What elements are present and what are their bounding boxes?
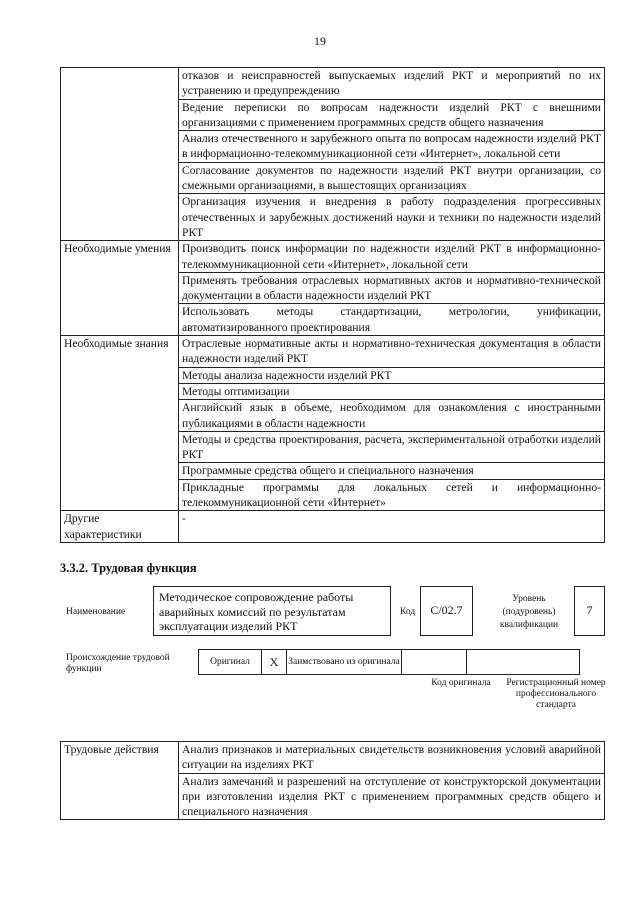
origin-label: Происхождение трудовой функции <box>66 653 170 674</box>
table-row <box>61 336 605 368</box>
row-text: отказов и неисправностей выпускаемых изделий РКТ и мероприятий по их устранению и предупреждению <box>179 68 605 100</box>
row-label: Необходимые умения <box>61 241 179 336</box>
competency-table <box>60 67 605 543</box>
row-label: Другие характеристики <box>61 511 179 543</box>
row-label: Необходимые знания <box>61 336 179 511</box>
row-text: Прикладные программы для локальных сетей и информационно-телекоммуникационной сети «Интернет» <box>179 479 605 511</box>
name-label: Наименование <box>66 607 126 617</box>
code-label: Код <box>400 607 416 617</box>
row-text: Анализ замечаний и разрешений на отступление от конструкторской документации при изготовлении изделия РКТ с применением программных средств общего и специального назначения <box>179 773 605 820</box>
original-mark: X <box>262 650 287 675</box>
reg-number-label: Регистрационный номер профессионального стандарта <box>506 678 606 710</box>
qualification-level-field: 7 <box>574 586 605 636</box>
row-text: Согласование документов по надежности изделий РКТ внутри организации, со смежными организациями, в вышестоящих организациях <box>179 162 605 194</box>
table-row <box>61 511 605 543</box>
row-text: Отраслевые нормативные акты и нормативно-техническая документация в области надежности изделий РКТ <box>179 336 605 368</box>
function-name-field: Методическое сопровождение работы аварийных комиссий по результатам эксплуатации изделий РКТ <box>153 586 391 636</box>
origin-table <box>198 649 580 675</box>
labor-actions-table <box>60 741 605 820</box>
row-label: Трудовые действия <box>61 742 179 820</box>
code-original-label: Код оригинала <box>431 678 491 688</box>
qualification-level-label: Уровень (подуровень) квалификации <box>499 594 559 630</box>
row-text: - <box>179 511 605 543</box>
row-text: Применять требования отраслевых нормативных актов и нормативно-технической документации в области надежности изделий РКТ <box>179 272 605 304</box>
row-text: Использовать методы стандартизации, метрологии, унификации, автоматизированного проектирования <box>179 304 605 336</box>
table-row <box>61 68 605 100</box>
row-text: Производить поиск информации по надежности изделий РКТ в информационно-телекоммуникационной сети «Интернет», локальной сети <box>179 241 605 273</box>
row-text: Методы оптимизации <box>179 383 605 399</box>
reg-number-cell <box>467 650 580 675</box>
row-text: Анализ признаков и материальных свидетельств возникновения условий аварийной ситуации на изделиях РКТ <box>179 742 605 774</box>
row-text: Анализ отечественного и зарубежного опыта по вопросам надежности изделий РКТ в информационно-телекоммуникационной сети «Интернет», локальной сети <box>179 131 605 163</box>
table-row <box>61 742 605 774</box>
row-text: Методы анализа надежности изделий РКТ <box>179 367 605 383</box>
row-label <box>61 68 179 241</box>
row-text: Ведение переписки по вопросам надежности изделий РКТ с внешними организациями с применением программных средств общего назначения <box>179 99 605 131</box>
function-code-field: C/02.7 <box>420 586 473 636</box>
row-text: Английский язык в объеме, необходимом для ознакомления с иностранными публикациями в области надежности <box>179 400 605 432</box>
borrowed-label: Заимствовано из оригинала <box>287 650 402 675</box>
row-text: Методы и средства проектирования, расчета, экспериментальной отработки изделий РКТ <box>179 431 605 463</box>
original-label: Оригинал <box>199 650 262 675</box>
code-original-cell <box>402 650 467 675</box>
table-row <box>61 241 605 273</box>
page-number: 19 <box>314 34 326 48</box>
row-text: Организация изучения и внедрения в работу подразделения прогрессивных отечественных и зарубежных достижений науки и техники по надежности изделий РКТ <box>179 194 605 241</box>
section-heading: 3.3.2. Трудовая функция <box>60 561 197 575</box>
row-text: Программные средства общего и специального назначения <box>179 463 605 479</box>
